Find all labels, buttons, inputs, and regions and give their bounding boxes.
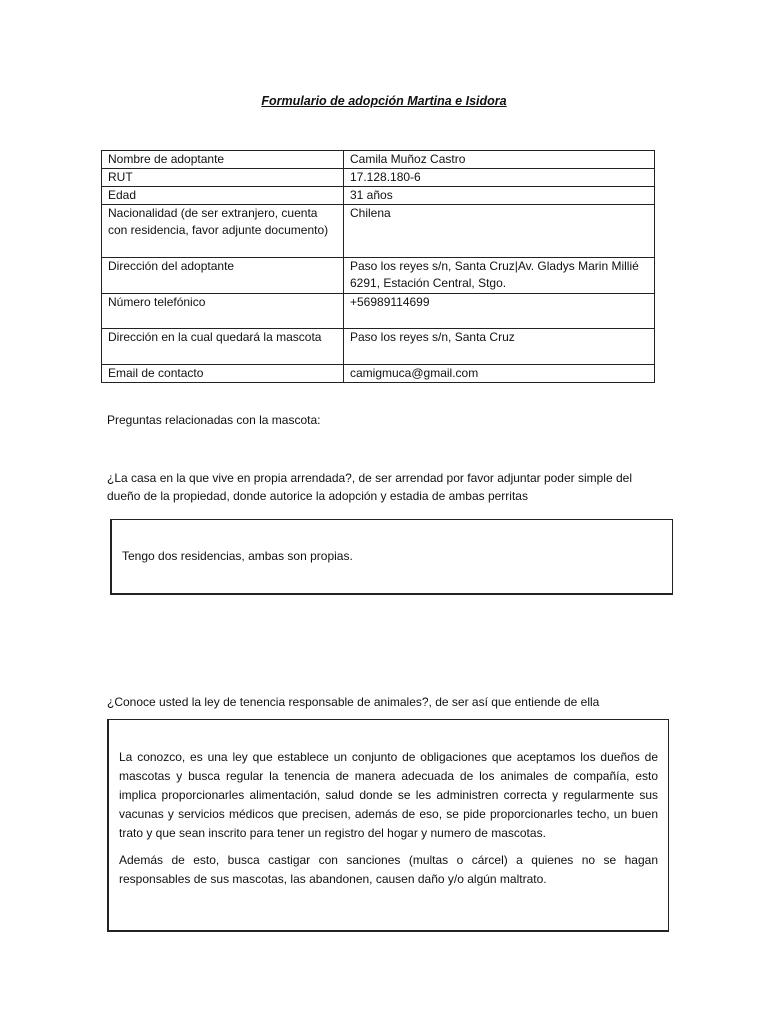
answer-1-text: Tengo dos residencias, ambas son propias.	[122, 549, 353, 563]
answer-2-paragraph-1: La conozco, es una ley que establece un conjunto de obligaciones que aceptamos los dueños de mascotas y busca regular la tenencia de manera adecuada de los animales de compañía, esto implica proporcionarles alimentación, salud donde se les administren correcta y regularmente sus vacunas y servicios médicos que precisen, además de eso, se pide proporcionarles techo, un buen trato y que sean inscrito para tener un registro del hogar y numero de mascotas.	[119, 750, 658, 840]
question-1: ¿La casa en la que vive en propia arrendada?, de ser arrendad por favor adjuntar poder simple del dueño de la propiedad, donde autorice la adopción y estadia de ambas perritas	[107, 471, 632, 503]
table-row	[102, 187, 655, 205]
row-value-email: camigmuca@gmail.com	[344, 365, 655, 383]
question-2: ¿Conoce usted la ley de tenencia responsable de animales?, de ser así que entiende de ella	[107, 695, 600, 709]
row-label-email: Email de contacto	[102, 365, 344, 383]
table-row	[102, 151, 655, 169]
questions-heading: Preguntas relacionadas con la mascota:	[107, 413, 321, 427]
row-label-nationality: Nacionalidad (de ser extranjero, cuenta con residencia, favor adjunte documento)	[102, 205, 344, 258]
table-row	[102, 365, 655, 383]
answer-2-box	[107, 719, 669, 932]
row-value-address: Paso los reyes s/n, Santa Cruz|Av. Gladys Marin Millié 6291, Estación Central, Stgo.	[344, 258, 655, 294]
answer-2-paragraph-2: Además de esto, busca castigar con sanciones (multas o cárcel) a quienes no se hagan responsables de sus mascotas, las abandonen, causen daño y/o algún maltrato.	[119, 853, 658, 886]
table-row	[102, 169, 655, 187]
table-row	[102, 258, 655, 294]
table-row	[102, 294, 655, 329]
row-value-rut: 17.128.180-6	[344, 169, 655, 187]
answer-1-box	[110, 519, 673, 595]
row-label-address: Dirección del adoptante	[102, 258, 344, 294]
row-label-pet-address: Dirección en la cual quedará la mascota	[102, 329, 344, 365]
row-label-rut: RUT	[102, 169, 344, 187]
row-label-age: Edad	[102, 187, 344, 205]
form-title: Formulario de adopción Martina e Isidora	[261, 94, 507, 108]
row-value-age: 31 años	[344, 187, 655, 205]
row-label-name: Nombre de adoptante	[102, 151, 344, 169]
row-label-phone: Número telefónico	[102, 294, 344, 329]
row-value-pet-address: Paso los reyes s/n, Santa Cruz	[344, 329, 655, 365]
row-value-phone: +56989114699	[344, 294, 655, 329]
row-value-name: Camila Muñoz Castro	[344, 151, 655, 169]
table-row	[102, 205, 655, 258]
table-row	[102, 329, 655, 365]
row-value-nationality: Chilena	[344, 205, 655, 258]
adopter-info-table	[101, 150, 655, 383]
